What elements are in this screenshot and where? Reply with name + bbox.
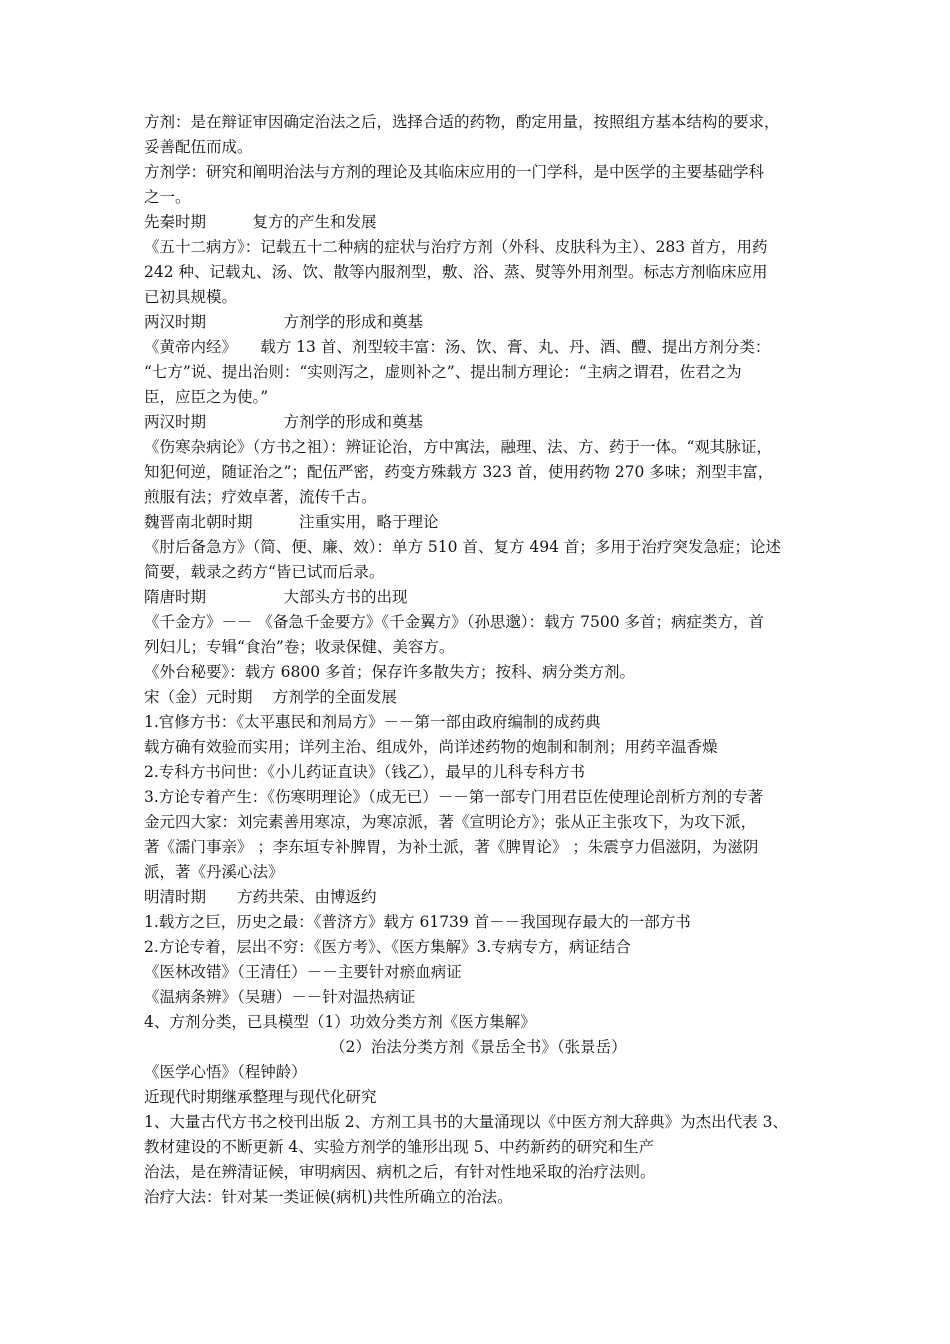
- text-line: 《外台秘要》：载方 6800 多首；保存许多散失方；按科、病分类方剂。: [144, 663, 636, 681]
- text-line: 3.方论专着产生：《伤寒明理论》（成无已）－－第一部专门用君臣佐使理论剖析方剂的专著: [144, 788, 764, 806]
- text-line: 派，著《丹溪心法》: [144, 863, 284, 881]
- text-line: 妥善配伍而成。: [144, 138, 253, 156]
- text-line: 金元四大家：刘完素善用寒凉，为寒凉派，著《宣明论方》；张从正主张攻下，为攻下派，: [144, 813, 757, 831]
- period-heading: 近现代时期继承整理与现代化研究: [144, 1088, 377, 1106]
- text-line: 已初具规模。: [144, 288, 238, 306]
- text-line: 臣，应臣之为使。”: [144, 388, 269, 406]
- period-heading: 两汉时期 方剂学的形成和奠基: [144, 313, 424, 331]
- text-line: 之一。: [144, 188, 191, 206]
- period-heading: 两汉时期 方剂学的形成和奠基: [144, 413, 424, 431]
- text-line: 治法，是在辨清证候，审明病因、病机之后，有针对性地采取的治疗法则。: [144, 1163, 656, 1181]
- period-heading: 先秦时期 复方的产生和发展: [144, 213, 377, 231]
- period-heading: 隋唐时期 大部头方书的出现: [144, 588, 408, 606]
- text-line: 方剂：是在辩证审因确定治法之后，选择合适的药物，酌定用量，按照组方基本结构的要求，: [144, 113, 780, 131]
- text-line: 列妇儿；专辑“食治”卷；收录保健、美容方。: [144, 638, 455, 656]
- text-line: 《医林改错》（王清任）－－主要针对瘀血病证: [144, 963, 462, 981]
- text-line: 治疗大法：针对某一类证候(病机)共性所确立的治法。: [144, 1188, 513, 1206]
- text-line: 教材建设的不断更新 4、实验方剂学的雏形出现 5、中药新药的研究和生产: [144, 1138, 655, 1156]
- text-line: 著《濡门事亲》 ；李东垣专补脾胃，为补土派，著《脾胃论》 ；朱震亨力倡滋阴，为滋阴: [144, 838, 759, 856]
- text-line: 《五十二病方》：记载五十二种病的症状与治疗方剂（外科、皮肤科为主）、283 首方，用药: [144, 238, 768, 256]
- text-line: 方剂学：研究和阐明治法与方剂的理论及其临床应用的一门学科，是中医学的主要基础学科: [144, 163, 765, 181]
- text-line: 《温病条辨》（吴瑭）－－针对温热病证: [144, 988, 416, 1006]
- text-line: 2.方论专着，层出不穷：《医方考》、《医方集解》3.专病专方，病证结合: [144, 938, 631, 956]
- document-page: [144, 110, 816, 1210]
- text-line: 煎服有法；疗效卓著，流传千古。: [144, 488, 377, 506]
- text-line: 1、大量古代方书之校刊出版 2、方剂工具书的大量涌现以《中医方剂大辞典》为杰出代表 3、: [144, 1113, 788, 1131]
- text-line: 《医学心悟》（程钟龄）: [144, 1063, 307, 1081]
- text-line: 简要，载录之药方“皆已试而后录。: [144, 563, 385, 581]
- period-heading: 魏晋南北朝时期 注重实用，略于理论: [144, 513, 439, 531]
- text-line: “七方”说、提出治则：“实则泻之，虚则补之”、提出制方理论：“主病之谓君，佐君之为: [144, 363, 742, 381]
- text-line: 《黄帝内经》 载方 13 首、剂型较丰富：汤、饮、膏、丸、丹、酒、醴、提出方剂分类：: [144, 338, 771, 356]
- period-heading: 宋（金）元时期 方剂学的全面发展: [144, 688, 397, 706]
- text-line: 《千金方》－－ 《备急千金要方》《千金翼方》（孙思邈）：载方 7500 多首；病症类方，首: [144, 613, 764, 631]
- text-line: 载方确有效验而实用；详列主治、组成外，尚详述药物的炮制和制剂；用药辛温香燥: [144, 738, 718, 756]
- text-line: 1.载方之巨，历史之最：《普济方》载方 61739 首－－我国现存最大的一部方书: [144, 913, 691, 931]
- period-heading: 明清时期 方药共荣、由博返约: [144, 888, 377, 906]
- text-line: 4、方剂分类，已具模型（1）功效分类方剂《医方集解》: [144, 1013, 536, 1031]
- text-line: 242 种、记载丸、汤、饮、散等内服剂型，敷、浴、蒸、熨等外用剂型。标志方剂临床应用: [144, 263, 768, 281]
- text-line: 2.专科方书问世：《小儿药证直诀》（钱乙），最早的儿科专科方书: [144, 763, 586, 781]
- text-line: 《肘后备急方》（简、便、廉、效）：单方 510 首、复方 494 首；多用于治疗突发急症；论述: [144, 538, 781, 556]
- text-line: 1.官修方书：《太平惠民和剂局方》－－第一部由政府编制的成药典: [144, 713, 601, 731]
- text-line: （2）治法分类方剂《景岳全书》（张景岳）: [330, 1038, 627, 1056]
- text-line: 知犯何逆，随证治之”；配伍严密，药变方殊载方 323 首，使用药物 270 多味；剂型丰富，: [144, 463, 774, 481]
- text-line: 《伤寒杂病论》（方书之祖）：辨证论治，方中寓法，融理、法、方、药于一体。“观其脉证，: [144, 438, 772, 456]
